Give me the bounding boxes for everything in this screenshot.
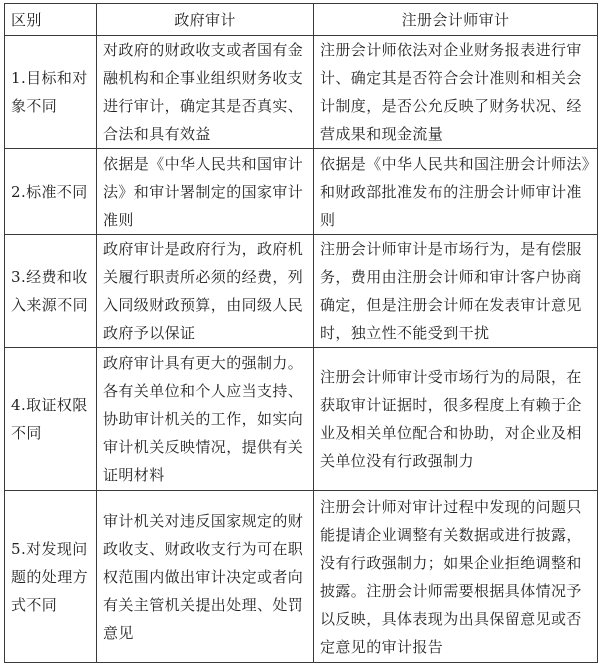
table-row xyxy=(5,149,598,235)
cpa-cell: 注册会计师对审计过程中发现的问题只能提请企业调整有关数据或进行披露，没有行政强制力；如果企业拒绝调整和披露。注册会计师需要根据具体情况予以反映，具体表现为出具保留意见或否定意见的审计报告 xyxy=(314,491,598,663)
government-cell: 依据是《中华人民共和国审计法》和审计署制定的国家审计准则 xyxy=(97,149,314,235)
aspect-cell: 2.标准不同 xyxy=(5,149,97,235)
government-cell: 审计机关对违反国家规定的财政收支、财政收支行为可在职权范围内做出审计决定或者向有关主管机关提出处理、处罚意见 xyxy=(97,491,314,663)
table-row xyxy=(5,235,598,348)
header-cpa-audit: 注册会计师审计 xyxy=(314,4,598,36)
government-cell: 政府审计是政府行为，政府机关履行职责所必须的经费，列入同级财政预算，由同级人民政府予以保证 xyxy=(97,235,314,348)
cpa-cell: 依据是《中华人民共和国注册会计师法》和财政部批准发布的注册会计师审计准则 xyxy=(314,149,598,235)
table-row xyxy=(5,491,598,663)
government-cell: 对政府的财政收支或者国有金融机构和企事业组织财务收支进行审计，确定其是否真实、合法和具有效益 xyxy=(97,36,314,149)
government-cell: 政府审计具有更大的强制力。各有关单位和个人应当支持、协助审计机关的工作，如实向审计机关反映情况，提供有关证明材料 xyxy=(97,348,314,491)
aspect-cell: 3.经费和收入来源不同 xyxy=(5,235,97,348)
cpa-cell: 注册会计师依法对企业财务报表进行审计、确定其是否符合会计准则和相关会计制度，是否公允反映了财务状况、经营成果和现金流量 xyxy=(314,36,598,149)
table-row xyxy=(5,36,598,149)
cpa-cell: 注册会计师审计受市场行为的局限，在获取审计证据时，很多程度上有赖于企业及相关单位配合和协助，对企业及相关单位没有行政强制力 xyxy=(314,348,598,491)
header-aspect: 区别 xyxy=(5,4,97,36)
header-row xyxy=(5,4,598,36)
table-row xyxy=(5,348,598,491)
aspect-cell: 1.目标和对象不同 xyxy=(5,36,97,149)
aspect-cell: 5.对发现问题的处理方式不同 xyxy=(5,491,97,663)
header-government-audit: 政府审计 xyxy=(97,4,314,36)
cpa-cell: 注册会计师审计是市场行为，是有偿服务，费用由注册会计师和审计客户协商确定，但是注册会计师在发表审计意见时，独立性不能受到干扰 xyxy=(314,235,598,348)
aspect-cell: 4.取证权限不同 xyxy=(5,348,97,491)
comparison-table xyxy=(4,3,598,663)
